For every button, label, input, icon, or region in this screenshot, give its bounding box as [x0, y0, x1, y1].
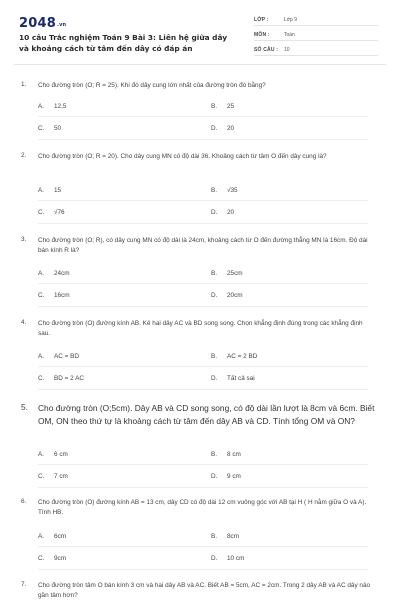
option-letter: C.: [38, 555, 45, 562]
option-letter: A.: [38, 270, 45, 277]
question-number: 1.: [21, 81, 27, 88]
option-letter: C.: [38, 292, 45, 299]
question-text: Cho đường tròn (O;5cm). Dây AB và CD song song, có độ dài lần lượt là 8cm và 6cm. Biết OM, ON theo thứ tự là khoảng cách từ tâm đến dây AB và CD. Tính tổng OM và ON?: [38, 403, 375, 426]
option-divider: [38, 569, 368, 570]
option-letter: D.: [211, 209, 218, 216]
option-letter: D.: [211, 125, 218, 132]
option-letter: D.: [211, 292, 218, 299]
question-text: Cho đường tròn (O; R = 20). Cho dây cung MN có độ dài 36. Khoảng cách từ tâm O đến dây cung là?: [38, 153, 327, 160]
option-letter: B.: [211, 187, 218, 194]
option-letter: C.: [38, 375, 45, 382]
question-text: Cho đường tròn (O) đường kính AB. Kẻ hai dây AC và BD song song. Chọn khẳng định đúng trong các khẳng định sau.: [38, 320, 363, 337]
option-value: AC = 2 BD: [227, 353, 258, 360]
meta-class: [254, 14, 378, 26]
question-number: 2.: [21, 152, 27, 159]
option-value: 9cm: [54, 555, 67, 562]
option-divider: [38, 366, 368, 367]
option-value: 12,5: [54, 103, 67, 110]
option-letter: C.: [38, 125, 45, 132]
option-divider: [38, 116, 368, 117]
question-number: 5.: [21, 402, 28, 412]
option-value: 16cm: [54, 292, 70, 299]
option-divider: [38, 487, 368, 488]
option-letter: A.: [38, 451, 45, 458]
option-value: √76: [54, 209, 65, 216]
option-value: 7 cm: [54, 473, 68, 480]
option-letter: D.: [211, 375, 218, 382]
option-value: 25: [227, 103, 235, 110]
question-number: 4.: [21, 319, 27, 326]
option-divider: [38, 139, 368, 140]
option-divider: [38, 464, 368, 465]
option-divider: [38, 306, 368, 307]
option-value: 6cm: [54, 533, 67, 540]
option-value: 25cm: [227, 270, 243, 277]
question-text: Cho đường tròn tâm O bán kính 3 cm và hai dây AB và AC. Biết AB = 5cm, AC = 2cm. Trong 2 dây AB và AC dây nào gần tâm hơn?: [38, 582, 371, 599]
option-letter: B.: [211, 451, 218, 458]
site-logo[interactable]: 2048.vn: [19, 16, 67, 31]
option-letter: A.: [38, 103, 45, 110]
meta-value: 10: [284, 47, 290, 53]
option-value: 20: [227, 125, 235, 132]
meta-question-count: [254, 44, 378, 56]
option-letter: A.: [38, 187, 45, 194]
question-text: Cho đường tròn (O; R = 25). Khi đó dây cung lớn nhất của đường tròn đó bằng?: [38, 82, 266, 89]
option-value: 20cm: [227, 292, 243, 299]
option-divider: [38, 223, 368, 224]
option-value: 50: [54, 125, 62, 132]
option-value: 10 cm: [227, 555, 245, 562]
option-value: 8 cm: [227, 451, 241, 458]
meta-key: SỐ CÂU :: [254, 47, 279, 53]
option-value: 24cm: [54, 270, 70, 277]
option-value: 9 cm: [227, 473, 241, 480]
question-number: 3.: [21, 236, 27, 243]
option-letter: B.: [211, 533, 218, 540]
meta-subject: [254, 29, 378, 41]
option-letter: B.: [211, 103, 218, 110]
option-divider: [38, 283, 368, 284]
option-letter: B.: [211, 353, 218, 360]
meta-key: LỚP :: [254, 17, 269, 23]
option-divider: [38, 546, 368, 547]
option-letter: D.: [211, 555, 218, 562]
option-value: 20: [227, 209, 235, 216]
option-value: 15: [54, 187, 62, 194]
option-divider: [38, 389, 368, 390]
question-text: Cho đường tròn (O) đường kính AB = 13 cm, dây CD có độ dài 12 cm vuông góc với AB tại H ( H nằm giữa O và A). Tính HB.: [38, 499, 367, 516]
option-letter: B.: [211, 270, 218, 277]
option-letter: A.: [38, 533, 45, 540]
meta-value: Toán: [284, 32, 295, 38]
meta-key: MÔN :: [254, 32, 270, 38]
option-value: AC = BD: [54, 353, 80, 360]
option-value: BD = 2 AC: [54, 375, 85, 382]
option-letter: D.: [211, 473, 218, 480]
option-value: 6 cm: [54, 451, 68, 458]
document-title: 10 câu Trắc nghiệm Toán 9 Bài 3: Liên hệ giữa dây và khoảng cách từ tâm đến dây có đáp án: [19, 33, 228, 53]
option-letter: C.: [38, 473, 45, 480]
question-text: Cho đường tròn (O; R), có dây cung MN có độ dài là 24cm, khoảng cách từ O đến đường thẳng MN là 16cm. Độ dài bán kính R là?: [38, 237, 368, 254]
question-number: 6.: [21, 498, 27, 505]
option-value: 8cm: [227, 533, 240, 540]
meta-value: Lớp 9: [284, 17, 298, 23]
document-header: [0, 0, 400, 64]
option-letter: C.: [38, 209, 45, 216]
option-divider: [38, 200, 368, 201]
option-value: Tất cả sai: [227, 375, 255, 382]
question-number: 7.: [21, 581, 27, 588]
option-value: √35: [227, 187, 238, 194]
header-divider: [14, 64, 386, 65]
option-letter: A.: [38, 353, 45, 360]
